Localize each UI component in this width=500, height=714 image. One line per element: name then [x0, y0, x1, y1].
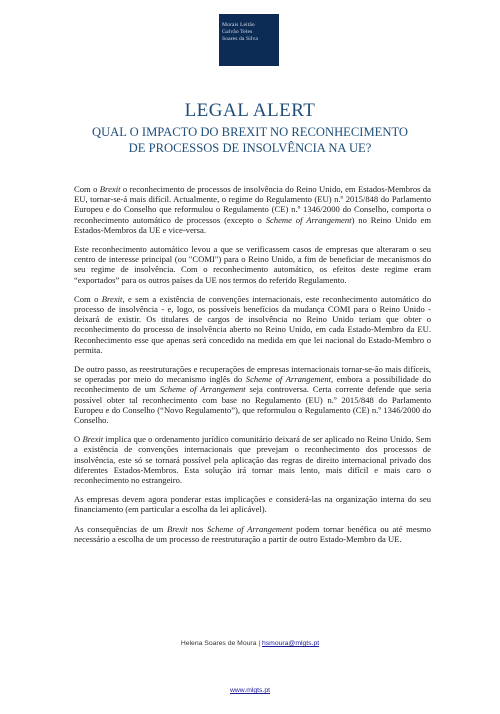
italic-term: Brexit [82, 434, 104, 445]
logo-line-3: Soares da Silva [222, 36, 258, 42]
body-paragraph [74, 294, 431, 355]
paragraph-text: Com o [74, 293, 102, 304]
paragraph-text: As empresas devem agora ponderar estas implicações e considerá-las na organização interna do seu financiamento (em particular a escolha da lei aplicável). [74, 494, 431, 515]
italic-term: Brexit [167, 523, 188, 534]
paragraph-text: podem tornar benéfica ou até mesmo necessário a escolha de um processo de reestruturação a partir de outro Estado-Membro da UE. [74, 523, 431, 544]
article-body [74, 184, 431, 553]
italic-term: Scheme of Arrangement [245, 374, 332, 385]
website-footer [0, 687, 500, 694]
logo-line-1: Morais Leitão [222, 22, 255, 28]
italic-term: Brexit [101, 293, 123, 304]
body-paragraph [74, 184, 431, 235]
italic-term: Scheme of Arrangement [206, 523, 293, 534]
italic-term: Brexit [99, 184, 121, 194]
paragraph-text: nos [187, 523, 207, 534]
paragraph-text: ) no Reino Unido em Estados-Membros da UE e vice-versa. [74, 214, 432, 235]
paragraph-text: seja controversa. Certa corrente defende que seria possível obter tal reconhecimento com base no Regulamento (EU) n.º 2015/848 do Parlamento Europeu e do Conselho (“Novo Regulamento”), que reformulou o Regulamento (CE) n.º 1346/2000 do Conselho. [74, 384, 432, 426]
paragraph-text: o reconhecimento de processos de insolvência do Reino Unido, em Estados-Membros da EU, tornar-se-á mais difícil. Actualmente, o regime do Regulamento (EU) n.º 2015/848 do Parlamento Europeu e do Conselho que reformulou o Regulamento (CE) n.º 1346/2000 do Conselho, comporta o reconhecimento automático de processos (excepto o [74, 184, 431, 225]
body-paragraph [74, 364, 431, 425]
author-footer [0, 640, 500, 647]
subtitle-line-2: DE PROCESSOS DE INSOLVÊNCIA NA UE? [128, 141, 372, 155]
author-name: Helena Soares de Moura [180, 640, 257, 647]
paragraph-text: Este reconhecimento automático levou a que se verificassem casos de empresas que alteraram o seu centro de interesse principal (ou "COMI") para o Reino Unido, a fim de beneficiar de mecanismos do seu regime de insolvência. Com o reconhecimento automático, os efeitos deste regime eram “exportados” para os outros países da UE nos termos do referido Regulamento. [74, 244, 431, 285]
paragraph-text: O [74, 434, 83, 445]
paragraph-text: implica que o ordenamento jurídico comunitário deixará de ser aplicado no Reino Unido. Sem a existência de convenções internacionais que prevejam o reconhecimento dos processos de insolvência, este só se tornará possível pela aplicação das regras de direito internacional privado dos diferentes Estados-Membros. Esta solução irá tornar mais lento, mais difícil e mais caro o reconhecimento no estrangeiro. [74, 434, 432, 486]
paragraph-text: , e sem a existência de convenções internacionais, este reconhecimento automático do processo de insolvência - e, logo, os possíveis benefícios da mudança COMI para o Reino Unido - deixará de existir. Os titulares de cargos de insolvência no Reino Unido teriam que obter o reconhecimento do processo de insolvência aberto no Reino Unido, em cada Estado-Membro da EU. Reconhecimento esse que apenas será concedido na medida em que lei nacional do Estado-Membro o permita. [74, 293, 432, 355]
body-paragraph [74, 434, 431, 485]
body-paragraph [74, 524, 431, 544]
page-subtitle [0, 124, 500, 156]
paragraph-text: As consequências de um [74, 523, 167, 534]
italic-term: Scheme of Arrangement [159, 384, 246, 395]
subtitle-line-1: QUAL O IMPACTO DO BREXIT NO RECONHECIMENTO [91, 125, 409, 139]
page-title: LEGAL ALERT [184, 100, 316, 121]
logo-line-2: Galvão Teles [222, 29, 253, 35]
paragraph-text: , embora a possibilidade do reconhecimento de um [74, 374, 431, 395]
website-link[interactable]: www.mlgts.pt [229, 687, 271, 694]
paragraph-text: De outro passo, as reestruturações e recuperações de empresas internacionais tornar-se-ão mais difíceis, se operadas por meio do mecanismo inglês do [74, 364, 431, 385]
company-logo [219, 14, 279, 66]
body-paragraph [74, 244, 431, 285]
author-email-link[interactable]: hsmoura@mlgts.pt [261, 640, 320, 647]
body-paragraph [74, 494, 431, 514]
italic-term: Scheme of Arrangement [265, 214, 352, 225]
footer-separator: | [256, 640, 262, 647]
paragraph-text: Com o [74, 184, 100, 194]
